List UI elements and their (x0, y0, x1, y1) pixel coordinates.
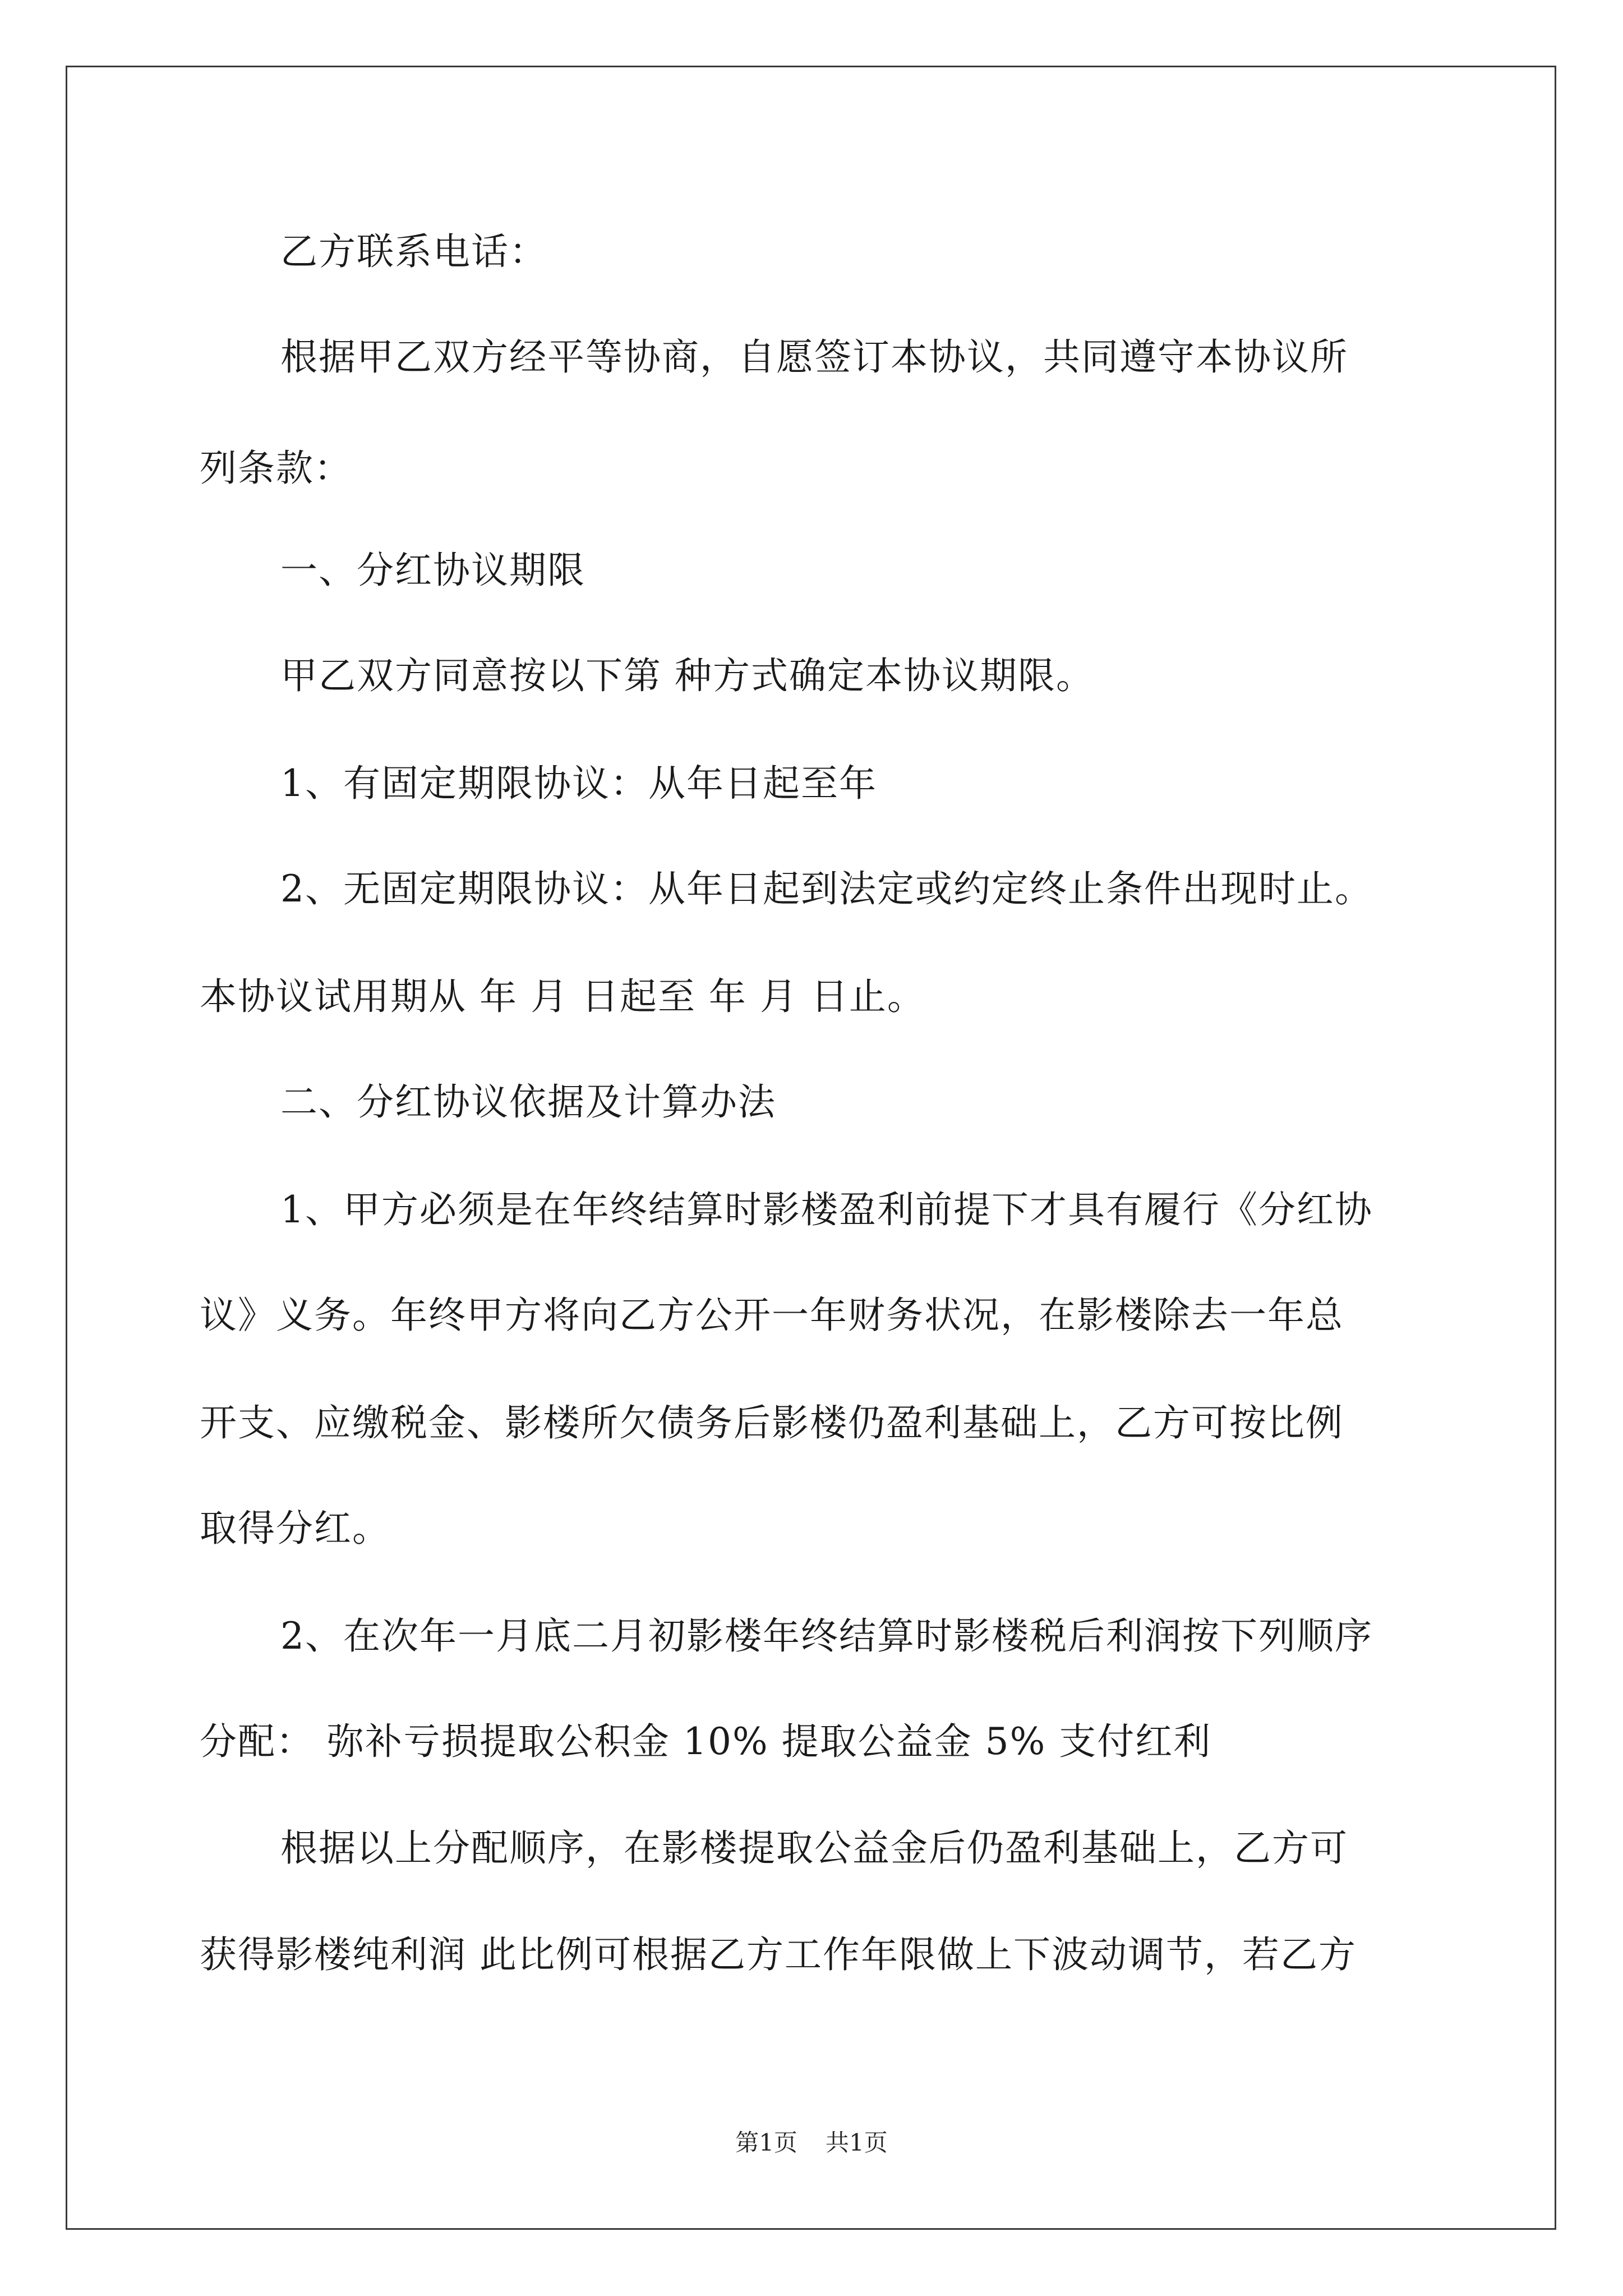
clause-1-line-2: 议》义务。年终甲方将向乙方公开一年财务状况，在影楼除去一年总 (200, 1294, 1344, 1337)
open-term-line: 2、无固定期限协议：从年日起到法定或约定终止条件出现时止。 (280, 867, 1373, 910)
page-total: 共1页 (826, 2129, 888, 2156)
clause-2-line-2: 分配： 弥补亏损提取公积金 10% 提取公益金 5% 支付红利 (200, 1720, 1212, 1763)
page-footer (0, 2129, 1623, 2157)
clause-3-line-2: 获得影楼纯利润 此比例可根据乙方工作年限做上下波动调节，若乙方 (200, 1933, 1357, 1976)
clause-2-line-1: 2、在次年一月底二月初影楼年终结算时影楼税后利润按下列顺序 (280, 1614, 1373, 1658)
clause-1-line-1: 1、甲方必须是在年终结算时影楼盈利前提下才具有履行《分红协 (280, 1188, 1373, 1231)
clause-1-line-3: 开支、应缴税金、影楼所欠债务后影楼仍盈利基础上，乙方可按比例 (200, 1401, 1344, 1444)
clause-3-line-1: 根据以上分配顺序，在影楼提取公益金后仍盈利基础上，乙方可 (280, 1826, 1348, 1870)
section-2-heading: 二、分红协议依据及计算办法 (280, 1080, 776, 1124)
preamble-line-2: 列条款： (200, 447, 352, 490)
preamble-line-1: 根据甲乙双方经平等协商，自愿签订本协议，共同遵守本协议所 (280, 335, 1348, 379)
page-number: 第1页 (735, 2129, 797, 2156)
fixed-term-line: 1、有固定期限协议：从年日起至年 (280, 762, 877, 805)
section-1-heading: 一、分红协议期限 (280, 549, 585, 592)
probation-line: 本协议试用期从 年 月 日起至 年 月 日止。 (200, 975, 925, 1018)
page-border (66, 66, 1556, 2230)
term-choice-line: 甲乙双方同意按以下第 种方式确定本协议期限。 (280, 654, 1094, 697)
clause-1-line-4: 取得分红。 (200, 1507, 390, 1550)
contact-phone-line: 乙方联系电话： (280, 230, 547, 273)
